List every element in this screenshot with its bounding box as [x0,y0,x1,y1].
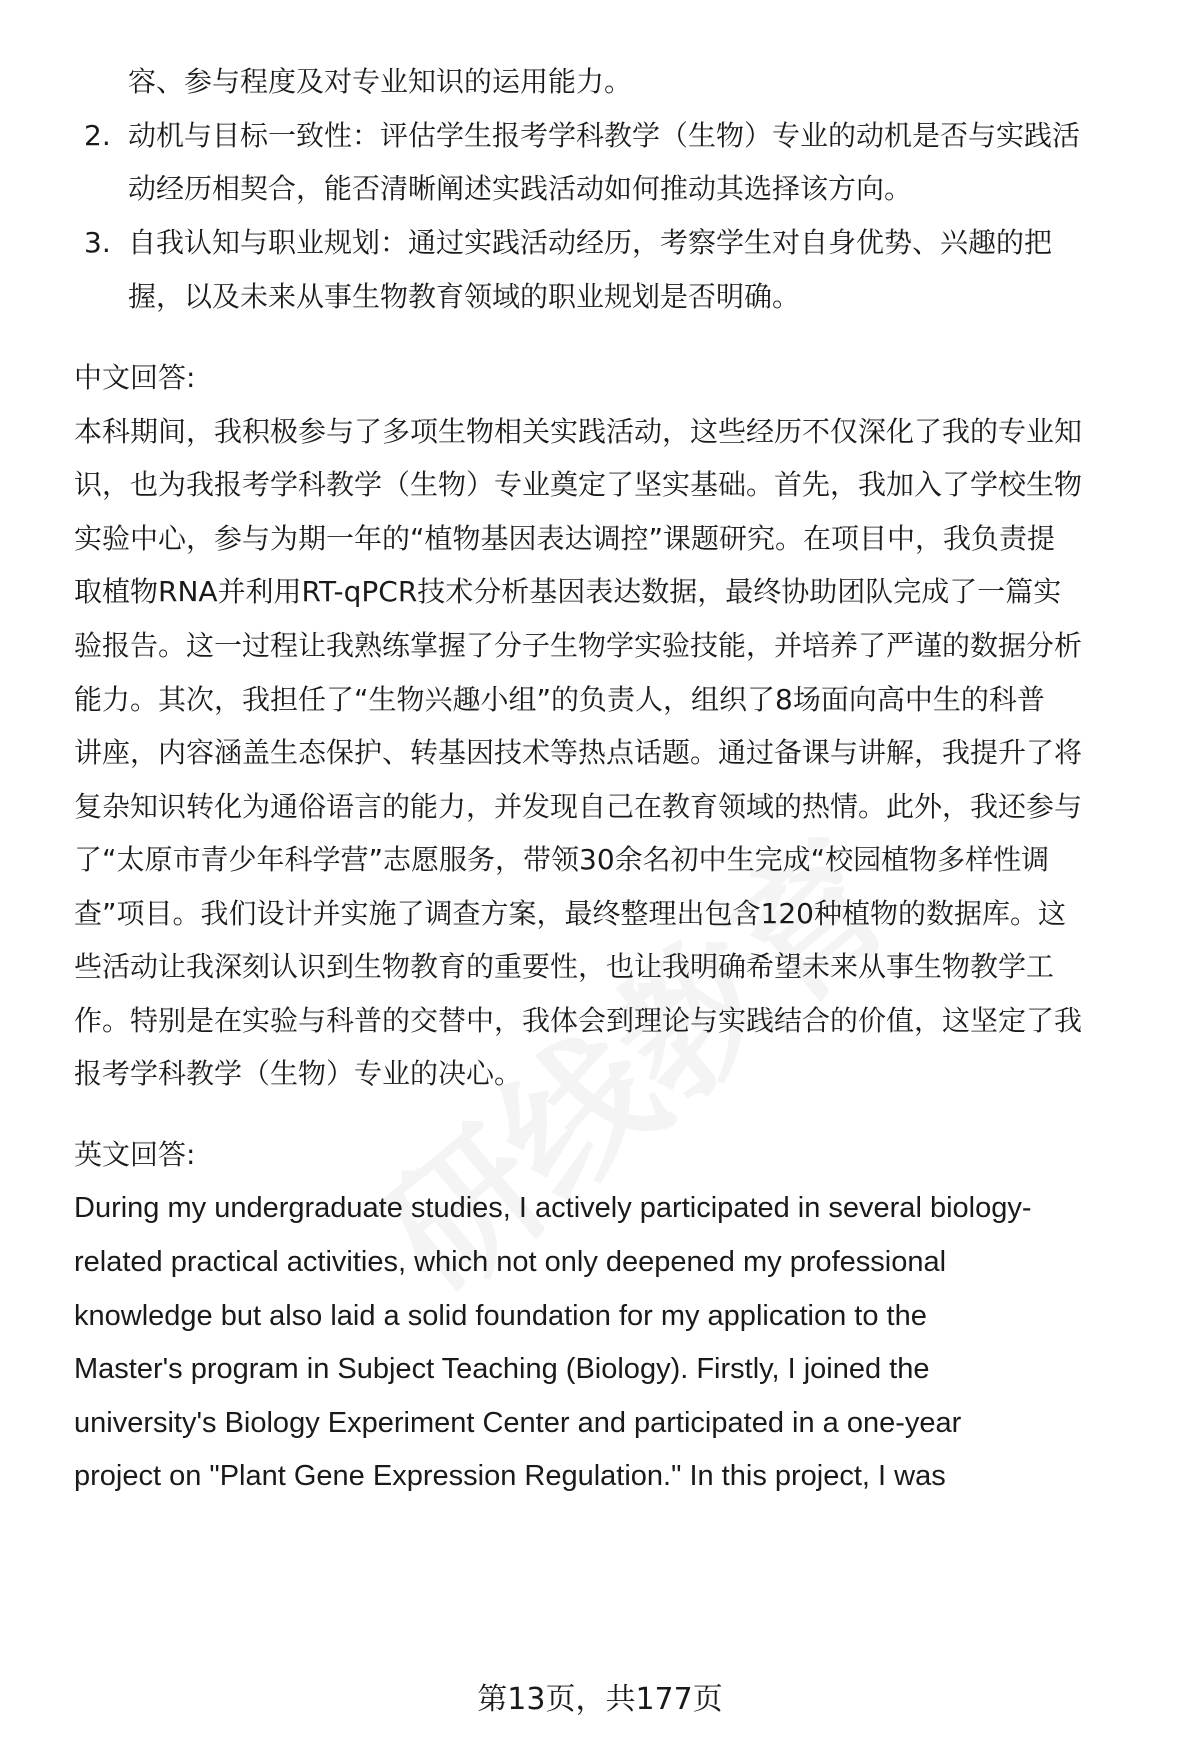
criteria-item-2-line-1: 动机与目标一致性：评估学生报考学科教学（生物）专业的动机是否与实践活 [128,119,1081,152]
english-answer-line: related practical activities, which not only deepened my professional [74,1246,947,1278]
english-answer-heading: 英文回答: [74,1138,196,1171]
criteria-item-3-line-2: 握，以及未来从事生物教育领域的职业规划是否明确。 [128,280,801,313]
criteria-item-2-number: 2. [84,119,111,152]
chinese-answer-line: 取植物RNA并利用RT-qPCR技术分析基因表达数据，最终协助团队完成了一篇实 [74,575,1062,608]
chinese-answer-line: 能力。其次，我担任了“生物兴趣小组”的负责人，组织了8场面向高中生的科普 [74,683,1045,716]
chinese-answer-heading: 中文回答: [74,361,196,394]
criteria-lead-tail: 容、参与程度及对专业知识的运用能力。 [128,65,633,98]
page-number-footer: 第13页，共177页 [477,1682,723,1717]
criteria-item-2-line-2: 动经历相契合，能否清晰阐述实践活动如何推动其选择该方向。 [128,172,913,205]
english-answer-line: project on "Plant Gene Expression Regulation." In this project, I was [74,1460,946,1492]
criteria-item-3-number: 3. [84,226,111,259]
chinese-answer-line: 作。特别是在实验与科普的交替中，我体会到理论与实践结合的价值，这坚定了我 [74,1004,1083,1037]
criteria-item-3-line-1: 自我认知与职业规划：通过实践活动经历，考察学生对自身优势、兴趣的把 [128,226,1053,259]
chinese-answer-line: 了“太原市青少年科学营”志愿服务，带领30余名初中生完成“校园植物多样性调 [74,843,1050,876]
chinese-answer-line: 实验中心，参与为期一年的“植物基因表达调控”课题研究。在项目中，我负责提 [74,522,1056,555]
chinese-answer-line: 本科期间，我积极参与了多项生物相关实践活动，这些经历不仅深化了我的专业知 [74,415,1083,448]
chinese-answer-line: 复杂知识转化为通俗语言的能力，并发现自己在教育领域的热情。此外，我还参与 [74,790,1083,823]
chinese-answer-line: 些活动让我深刻认识到生物教育的重要性，也让我明确希望未来从事生物教学工 [74,950,1055,983]
chinese-answer-line: 验报告。这一过程让我熟练掌握了分子生物学实验技能，并培养了严谨的数据分析 [74,629,1083,662]
chinese-answer-line: 报考学科教学（生物）专业的决心。 [74,1057,523,1090]
english-answer-line: Master's program in Subject Teaching (Biology). Firstly, I joined the [74,1353,930,1385]
english-answer-line: During my undergraduate studies, I actively participated in several biology- [74,1192,1032,1224]
chinese-answer-line: 讲座，内容涵盖生态保护、转基因技术等热点话题。通过备课与讲解，我提升了将 [74,736,1083,769]
chinese-answer-line: 识，也为我报考学科教学（生物）专业奠定了坚实基础。首先，我加入了学校生物 [74,468,1083,501]
english-answer-line: university's Biology Experiment Center and participated in a one-year [74,1407,962,1439]
english-answer-line: knowledge but also laid a solid foundation for my application to the [74,1300,927,1332]
chinese-answer-line: 查”项目。我们设计并实施了调查方案，最终整理出包含120种植物的数据库。这 [74,897,1066,930]
